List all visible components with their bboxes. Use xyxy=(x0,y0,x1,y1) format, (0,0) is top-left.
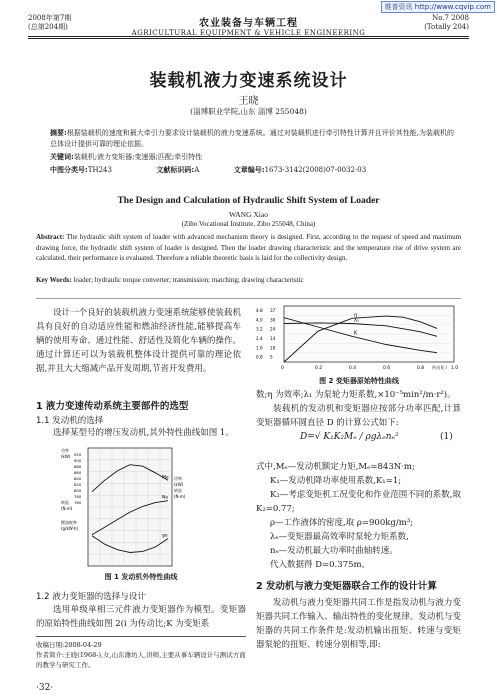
tick-label: 780 xyxy=(74,494,82,499)
figure-1-caption: 图 1 发动机外特性曲线 xyxy=(104,573,178,581)
right-paragraph-1: 数;η 为效率;λ₁ 为泵轮力矩系数,×10⁻⁵min²/m·r²)。 xyxy=(256,390,456,400)
english-abstract-label: Abstract: xyxy=(36,233,65,241)
x-tick-label: 0.2 xyxy=(315,366,322,371)
watermark-badge[interactable]: 维普资讯 http://www.cqvip.com xyxy=(381,1,495,13)
axis-label: (N·m) xyxy=(61,506,73,511)
section-divider xyxy=(36,298,461,299)
abstract-text: 根据装载机的速度和最大牵引力要求设计装载机的液力变速系统。通过对装载机进行牵引特性计算并且评价其性能,为装载机的总体设计提供可靠的理论依据。 xyxy=(50,129,455,148)
page-number: ·32· xyxy=(36,683,54,693)
abstract-label: 摘要: xyxy=(50,129,67,137)
figure-2-caption: 图 2 变矩器原始特性曲线 xyxy=(319,377,399,385)
english-abstract-text: The hydraulic shift system of loader with advanced mechanism theory is designed. First, according to the request of speed and maximum drawing force, the hydraulic shift system of loader is designed. Then the loader drawing characteristic and the temperature rise of drive system are calculated, their performance is evaluated. Therefore a reliable theoretic basis is laid for the collectivity design. xyxy=(36,233,462,262)
x-tick-label: 1.0 xyxy=(451,366,458,371)
article-affiliation: (淄博职业学院,山东 淄博 255048) xyxy=(190,107,307,116)
axis-label: 功率 xyxy=(174,476,182,481)
def-k1: K₁—发动机降功率使用系数,K₁=1; xyxy=(270,476,402,486)
english-abstract xyxy=(36,232,461,264)
tick-label: 820 xyxy=(74,482,82,487)
axis-label: (N·m) xyxy=(174,494,186,499)
axis-label: (g/kW·h) xyxy=(61,526,79,531)
x-tick-label: 0.8 xyxy=(417,366,424,371)
journal-name-en: AGRICULTURAL EQUIPMENT & VEHICLE ENGINEERING xyxy=(131,29,366,37)
section-1-2-heading: 1.2 液力变矩器的选择与设计 xyxy=(36,592,146,602)
section-2-heading: 2 发动机与液力变矩器联合工作的设计计算 xyxy=(256,581,437,592)
issue-right: No.7 2008 xyxy=(432,14,469,22)
eta-tick-label: 30 xyxy=(270,317,276,323)
tick-label: 760 xyxy=(74,500,82,505)
series-label: Me xyxy=(162,475,169,481)
torque-converter-chart xyxy=(254,304,464,374)
result-d: 代入数据得 D=0.375m。 xyxy=(270,560,371,570)
journal-name-cn: 农业装备与车辆工程 xyxy=(199,18,298,29)
def-k2: K₂—考虑变矩机工况变化和作业范围不同的系数,取 K₂=0.77; xyxy=(256,490,461,514)
article-id-label: 文章编号: xyxy=(233,166,265,174)
abstract-cn xyxy=(50,128,460,150)
english-keywords xyxy=(36,276,461,284)
series-label: K xyxy=(354,330,358,337)
series-label: λ₁ xyxy=(354,317,359,324)
x-tick-label: 0.6 xyxy=(383,366,390,371)
tick-label: 920 xyxy=(74,452,82,457)
header-rule xyxy=(28,36,469,37)
footnote-bio: 作者简介:王晓(1968-),女,山东潍坊人,讲师,主要从事车辆设计与测试方面的教学与研究工作。 xyxy=(36,651,246,669)
clc-value: TH243 xyxy=(87,166,112,174)
english-title: The Design and Calculation of Hydraulic Shift System of Loader xyxy=(117,196,380,206)
tick-label: 880 xyxy=(74,464,82,469)
figure-1 xyxy=(60,446,200,568)
english-keywords-label: Key Words: xyxy=(36,276,72,284)
k-tick-label: 2.4 xyxy=(256,336,263,341)
keywords-cn xyxy=(50,152,460,163)
tick-label: 860 xyxy=(74,470,82,475)
tick-label: 900 xyxy=(74,458,82,463)
axis-label: (kW) xyxy=(61,454,71,459)
k-tick-label: 4.8 xyxy=(256,308,263,313)
section-1-heading: 1 液力变速传动系统主要部件的选型 xyxy=(36,401,189,412)
series-label: ge xyxy=(162,533,168,539)
def-rho: ρ—工作液体的密度,取 ρ=900kg/m³; xyxy=(270,518,414,528)
x-tick-label: 0.4 xyxy=(349,366,356,371)
footnote xyxy=(36,640,246,670)
tick-label: 800 xyxy=(74,488,82,493)
def-me: 式中,Mₑ—发动机额定力矩,Mₑ=843N·m; xyxy=(256,462,415,472)
section-1-2-text: 选用单级单相三元件液力变矩器作为模型。变矩器的原始特性曲线如图 2(i 为传动比;K 为变矩系 xyxy=(36,605,246,629)
equation-1 xyxy=(300,432,399,442)
figure-2 xyxy=(254,304,464,374)
k-tick-label: 4.0 xyxy=(256,317,263,323)
right-paragraph-2: 装载机的发动机和变矩器应按部分功率匹配,计算变矩器循环圆直径 D 的计算公式如下: xyxy=(256,404,461,428)
axis-label: (kW) xyxy=(174,482,184,487)
section-2-text: 发动机与液力变矩器共同工作是指发动机与液力变矩器共同工作输入、输出特性的变化规律。发动机与变矩器的共同工作条件是:发动机输出扭矩、转速与变矩器泵轮的扭矩、转速分别相等,即: xyxy=(256,598,461,650)
tick-label: 840 xyxy=(74,476,82,481)
k-tick-label: 0.8 xyxy=(256,354,263,360)
equation-number: (1) xyxy=(440,432,453,442)
section-1-1-heading: 1.1 发动机的选择 xyxy=(36,416,104,426)
equation-lhs: D= xyxy=(300,432,315,442)
k-tick-label: 3.2 xyxy=(256,326,263,332)
classification-row xyxy=(50,165,460,176)
doc-label: 文献标识码: xyxy=(156,166,195,174)
axis-label: 转矩 xyxy=(61,500,69,505)
header-issue-right xyxy=(424,14,469,32)
article-title: 装载机液力变速系统设计 xyxy=(149,71,348,91)
total-right: (Totally 204) xyxy=(424,23,469,31)
footnote-received: 收稿日期:2008-04-29 xyxy=(36,641,102,649)
eta-tick-label: 14 xyxy=(270,336,276,341)
axis-label: 转矩 xyxy=(174,488,182,493)
english-author: WANG Xiao xyxy=(229,210,268,219)
doc-value: A xyxy=(194,166,200,174)
section-1-1-text: 选择某型号的增压发动机,其外特性曲线如图 1。 xyxy=(53,428,234,438)
eta-tick-label: 24 xyxy=(270,326,276,332)
footnote-rule xyxy=(36,636,246,637)
clc-label: 中图分类号: xyxy=(50,166,88,174)
header-rule-2 xyxy=(28,38,469,39)
keywords-text: 装载机;液力变矩器;变速器;匹配;牵引特性 xyxy=(73,153,203,161)
x-axis-title: 传动比 i xyxy=(432,365,448,370)
x-tick-label: 0 xyxy=(281,366,284,371)
intro-paragraph: 设计一个良好的装载机液力变速系统能够使装载机具有良好的自动适应性能和燃油经济性能,能够提高车辆的使用寿命、通过性能、舒适性及简化车辆的操作。通过计算还可以为装载机整体设计提供可靠的理论依据,并且大大缩减产品开发周期,节省开发费用。 xyxy=(36,308,241,374)
article-author: 王晓 xyxy=(238,96,259,107)
axis-label: 功率 xyxy=(61,448,69,453)
eta-tick-label: 37 xyxy=(270,308,276,313)
def-ne: nₑ—发动机最大功率时曲轴转速。 xyxy=(270,546,398,556)
equation-rhs: √ K₁K₂Mₑ / ρgλₑnₑ² xyxy=(314,432,399,442)
def-lambda: λₑ—变矩器最高效率时泵轮力矩系数, xyxy=(270,532,409,542)
english-affiliation: (Zibo Vocational Institute, Zibo 255048, China) xyxy=(181,220,316,228)
k-tick-label: 1.6 xyxy=(256,345,263,351)
issue-left: 2008年第7期 xyxy=(28,14,72,22)
english-keywords-text: loader; hydraulic torque converter; transmission; matching; drawing characteristic xyxy=(73,276,304,284)
eta-tick-label: 10 xyxy=(270,345,276,351)
series-label: η xyxy=(354,312,358,319)
total-left: (总第204期) xyxy=(28,23,68,31)
header-journal xyxy=(0,14,497,37)
eta-tick-label: 5 xyxy=(270,354,273,360)
axis-label: 燃油耗率 xyxy=(61,520,77,525)
engine-characteristic-chart xyxy=(60,446,200,568)
article-id-value: 1673-3142(2008)07-0032-03 xyxy=(264,166,367,174)
series-label: Ne xyxy=(162,495,169,501)
keywords-label: 关键词: xyxy=(50,153,74,161)
